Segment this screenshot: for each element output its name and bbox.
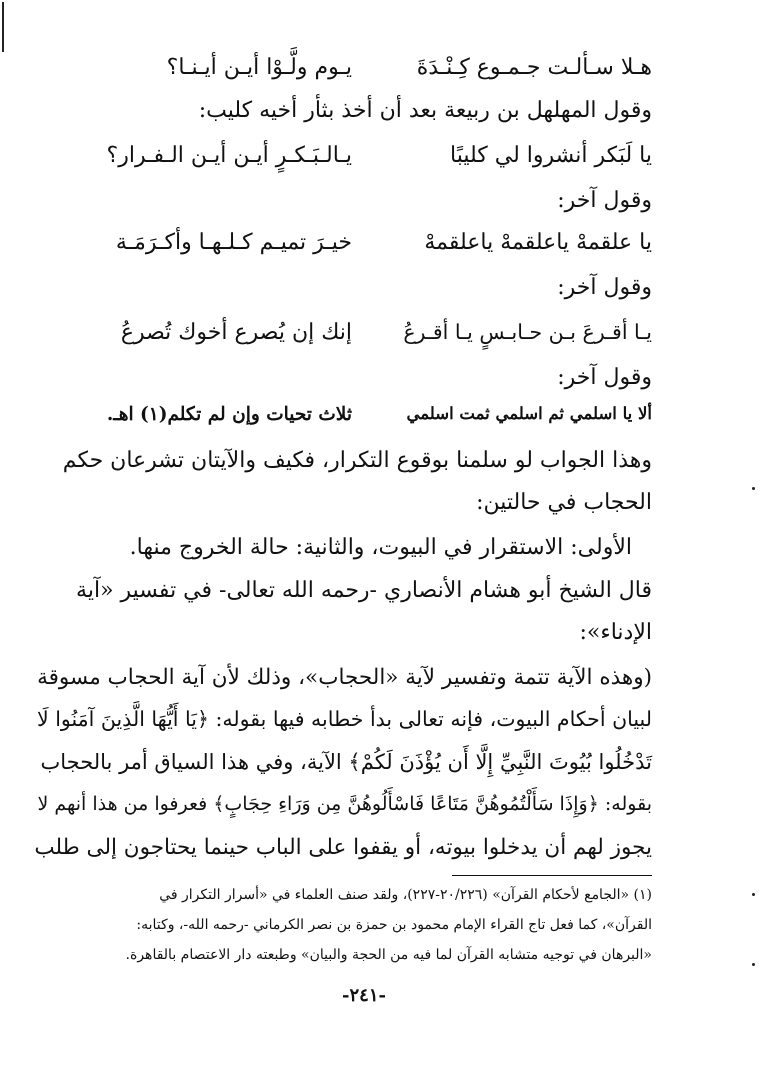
text-line: لبيان أحكام البيوت، فإنه تعالى بدأ خطابه فيها بقوله: ﴿يَا أَيُّهَا الَّذِينَ آمَنُوا لَا <box>37 707 652 731</box>
text-line: تَدْخُلُوا بُيُوتَ النَّبِيِّ إِلَّا أَن يُؤْذَنَ لَكُمْ﴾ الآية، وفي هذا السياق أمر بالحجاب <box>40 750 652 774</box>
text-line: يجوز لهم أن يدخلوا بيوته، أو يقفوا على الباب حينما يحتاجون إلى طلب <box>34 835 652 860</box>
text-line: وقول آخر: <box>557 188 652 213</box>
text-line: الحجاب في حالتين: <box>476 490 652 515</box>
scan-edge-mark <box>2 2 4 52</box>
verse-hemistich-left: ثلاث تحيات وإن لم تكلم(١) اهـ. <box>106 404 352 425</box>
text-line: (وهذه الآية تتمة وتفسير لآية «الحجاب»، وذلك لأن آية الحجاب مسوقة <box>37 665 652 690</box>
text-line: وقول آخر: <box>557 365 652 390</box>
footnote-line: القرآن»، كما فعل تاج القراء الإمام محمود بن حمزة بن نصر الكرماني -رحمه الله-، وكتابه: <box>136 917 652 933</box>
verse-hemistich-right: ألا يا اسلمي ثم اسلمي ثمت اسلمي <box>406 404 652 423</box>
text-line: وقول آخر: <box>557 275 652 300</box>
verse-hemistich-right: هـلا سـألـت جـمـوع كِـنْـدَةَ <box>416 55 652 80</box>
verse-hemistich-left: يـوم ولَّـوْا أيـن أيـنـا؟ <box>166 55 352 80</box>
verse-hemistich-right: يـا أقـرعَ بـن حـابـسٍ يـا أقـرعُ <box>403 320 652 344</box>
verse-hemistich-left: إنك إن يُصرع أخوك تُصرعُ <box>120 320 352 345</box>
text-line: قال الشيخ أبو هشام الأنصاري -رحمه الله تعالى- في تفسير «آية <box>76 578 652 603</box>
scan-dot <box>752 963 755 966</box>
text-line: الأولى: الاستقرار في البيوت، والثانية: حالة الخروج منها. <box>129 535 632 560</box>
footnote-line: «البرهان في توجيه متشابه القرآن لما فيه من الحجة والبيان» وطبعته دار الاعتصام بالقاهرة. <box>125 947 652 963</box>
footnote-line: (١) «الجامع لأحكام القرآن» (٢٠/٢٢٦-٢٢٧)، ولقد صنف العلماء في «أسرار التكرار في <box>159 887 652 903</box>
scan-dot <box>752 487 755 490</box>
verse-hemistich-right: يا علقمهْ ياعلقمهْ ياعلقمهْ <box>424 230 652 255</box>
text-line: بقوله: ﴿وَإِذَا سَأَلْتُمُوهُنَّ مَتَاعًا فَاسْأَلُوهُنَّ مِن وَرَاءِ حِجَابٍ﴾ فعرفوا من هذا أنهم لا <box>37 793 652 815</box>
text-line: الإدناء»: <box>579 620 652 645</box>
footnote-separator <box>452 875 652 876</box>
verse-hemistich-left: يـالـبَـكـرٍ أيـن أيـن الـفـرار؟ <box>106 143 352 168</box>
text-line: وقول المهلهل بن ربيعة بعد أن أخذ بثأر أخيه كليب: <box>198 98 652 123</box>
verse-hemistich-right: يا لَبَكر أنشروا لي كليبًا <box>450 143 652 168</box>
text-line: وهذا الجواب لو سلمنا بوقوع التكرار، فكيف والآيتان تشرعان حكم <box>62 448 652 473</box>
verse-hemistich-left: خيـرَ تميـم كـلـهـا وأكـرَمَـة <box>115 230 352 255</box>
page-number: -٢٤١- <box>342 985 386 1006</box>
scan-dot <box>752 893 755 896</box>
